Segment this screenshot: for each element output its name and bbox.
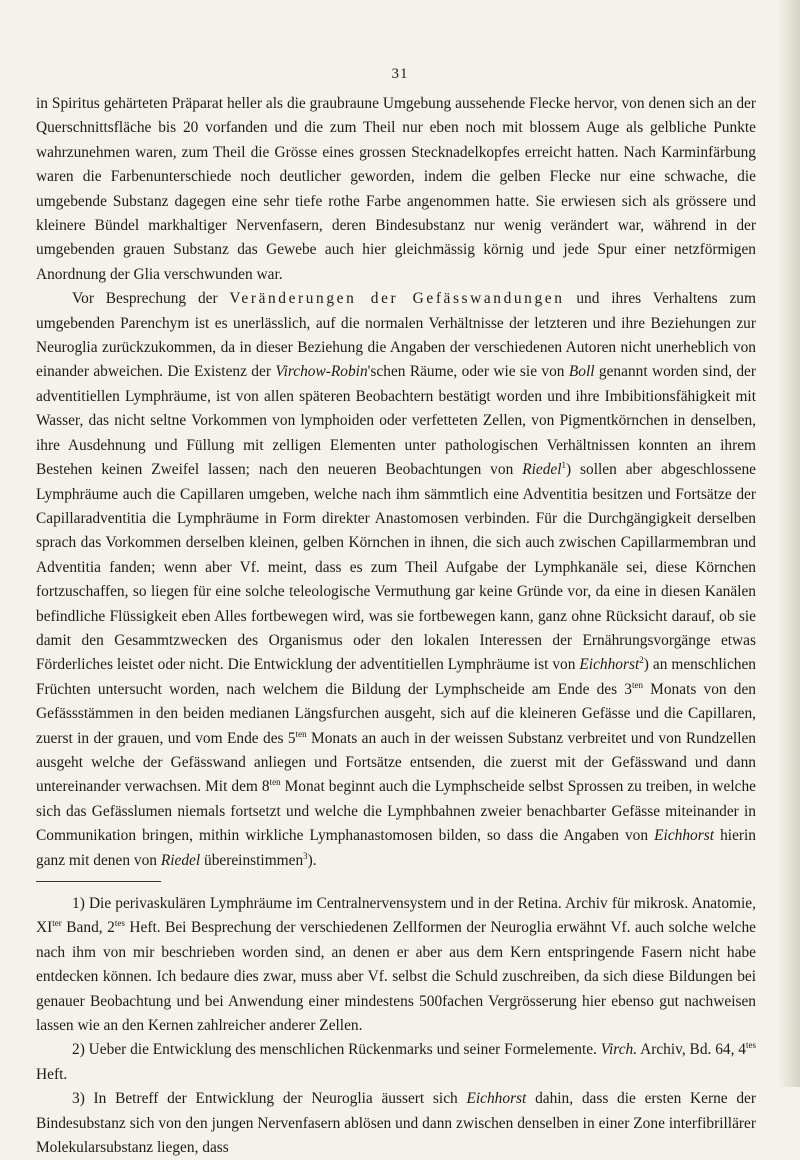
ordinal-suffix: ten [295, 728, 307, 739]
text-segment: und ihres Verhaltens zum umgebenden Parenchym ist es unerlässlich, auf die normalen Verhältnisse der letzteren und ihre Beziehungen zur Neuroglia zurückzukommen, da in dieser Beziehung die Angaben der verschiedenen Autoren nicht unerheblich von einander abweichen. Die Existenz der [36, 290, 756, 381]
author-name: Riedel [522, 461, 562, 479]
footnote-text: Heft. Bei Besprechung der verschiedenen Zellformen der Neuroglia erwähnt Vf. auch solche welche nach ihm von mir beschrieben worden sind, an denen er aber aus dem Kern entspringende Fasern nicht habe entdecken können. Ich bedaure dies zwar, muss aber Vf. selbst die Schuld zuschreiben, da sich diese Bildungen bei genauer Beobachtung und bei Anwendung einer mindestens 500fachen Vergrösserung hier ebenso gut nachweisen lassen wie an den Kernen zahlreicher anderer Zellen. [36, 919, 757, 1035]
text-segment: Monats von den Gefässstämmen in den beiden medianen Längsfurchen ausgeht, sich auf die kleineren Gefässe und die Capillaren, zuerst in der grauen, und vom Ende des 5 [36, 680, 756, 747]
footnote-2 [36, 1038, 756, 1087]
text-segment: ) an menschlichen Früchten untersucht worden, nach welchem die Bildung der Lymphscheide am Ende des 3 [36, 656, 756, 698]
footnote-text: Heft. [36, 1065, 68, 1083]
footnote-ref: 2 [639, 655, 644, 666]
journal-abbrev: Virch. [600, 1041, 638, 1059]
author-name: Eichhorst [579, 656, 640, 674]
text-segment: 'schen Räume, oder wie sie von [367, 363, 565, 381]
ordinal-suffix: ter [52, 918, 62, 929]
text-segment: übereinstimmen [204, 851, 304, 869]
footnote-text: 1) Die perivaskulären Lymphräume im Centralnervensystem und in der Retina. Archiv für mikrosk. Anatomie, XI [36, 895, 756, 937]
ordinal-suffix: tes [114, 918, 125, 929]
text-segment: Monats an auch in der weissen Substanz verbreitet und von Rundzellen ausgeht welche der Gefässwand anliegen und Fortsätze entsenden, die zuerst mit der Gefässwand und dann untereinander verwachsen. Mit dem 8 [36, 729, 756, 796]
footnote-divider [36, 881, 161, 882]
ordinal-suffix: ten [631, 679, 643, 690]
author-name: Eichhorst [654, 827, 715, 845]
author-name: Boll [568, 363, 595, 381]
footnote-text: 3) In Betreff der Entwicklung der Neuroglia äussert sich [72, 1090, 458, 1108]
ordinal-suffix: ten [269, 777, 281, 788]
text-segment: hierin ganz mit denen von [36, 827, 756, 869]
paragraph-1: in Spiritus gehärteten Präparat heller als die graubraune Umgebung aussehende Flecke hervor, von denen sich an der Querschnittsfläche bis 20 vorfanden und die zum Theil nur eben noch mit blossem Auge als gelbliche Punkte wahrzunehmen waren, zum Theil die Grösse eines grossen Stecknadelkopfes erreicht hatten. Nach Karminfärbung waren die Farbenunterschiede noch deutlicher geworden, indem die gelben Flecke nur eine schwache, die umgebende Substanz dagegen eine sehr tiefe rothe Farbe angenommen hatte. Sie erwiesen sich als grössere und kleinere Bündel markhaltiger Nervenfasern, deren Bindesubstanz nur wenig verändert war, während in der umgebenden grauen Substanz das Gewebe auch hier gleichmässig körnig und jede Spur einer netzförmigen Anordnung der Glia verschwunden war. [36, 95, 756, 283]
footnote-ref: 3 [303, 850, 308, 861]
spaced-emphasis: Veränderungen der Gefässwandungen [229, 290, 565, 308]
footnote-text: Archiv, Bd. 64, 4 [640, 1041, 746, 1059]
author-name: Riedel [160, 851, 201, 869]
text-segment: ) sollen aber abgeschlossene Lymphräume auch die Capillaren umgeben, welche nach ihm sämmtlich eine Adventitia besitzen und Fortsätze der Capillaradventitia die Lymphräume in Form direkter Anastomosen verbinden. Für die Durchgängigkeit derselben sprach das Vorkommen derselben kleinen, gelben Körnchen in ihnen, die sich auch zwischen Capillarmembran und Adventitia fanden; wenn aber Vf. meint, dass es zum Theil Aufgabe der Lymphkanäle sei, diese Körnchen fortzuschaffen, so liegen für eine solche teleologische Vermuthung gar keine Gründe vor, da eine in diesen Kanälen befindliche Flüssigkeit eben Alles fortbewegen wird, was sie fortbewegen kann, ganz ohne Rücksicht darauf, ob sie damit den Gesammtzwecken des Organismus oder den lokalen Interessen der Ernährungsvorgänge etwas Förderliches leistet oder nicht. Die Entwicklung der adventitiellen Lymphräume ist von [36, 461, 756, 674]
author-name: Virchow-Robin [275, 363, 368, 381]
text-segment: genannt worden sind, der adventitiellen Lymphräume, ist von allen späteren Beobachtern bestätigt worden und ihre Imbibitionsfähigkeit mit Wasser, das nicht seltne Vorkommen von lymphoiden oder verfetteten Zellen, von Pigmentkörnchen in denselben, ihre Ausdehnung und Füllung mit zelligen Elementen unter pathologischen Verhältnissen konnten an ihrem Bestehen keinen Zweifel lassen; nach den neueren Beobachtungen von [36, 363, 757, 479]
page-number: 31 [391, 66, 409, 82]
footnote-3 [36, 1087, 756, 1160]
author-name: Eichhorst [466, 1090, 527, 1108]
paragraph-2 [36, 287, 756, 873]
page-body [36, 92, 756, 1160]
text-segment: Monat beginnt auch die Lymphscheide selbst Sprossen zu treiben, in welche sich das Gefässlumen niemals fortsetzt und welche die Lymphbahnen zweier benachbarter Gefässe miteinander in Communikation bringen, mithin wirkliche Lymphanastomosen bilden, so dass die Angaben von [36, 778, 756, 845]
footnote-text: Band, 2 [61, 919, 115, 937]
ordinal-suffix: tes [746, 1040, 756, 1051]
footnote-text: dahin, dass die ersten Kerne der Bindesubstanz sich von den jungen Nervenfasern ablösen und dann zwischen denselben in einer Zone interfibrillärer Molekularsubstanz liegen, dass [36, 1090, 757, 1157]
text-segment: ). [307, 851, 317, 869]
footnote-ref: 1 [561, 459, 567, 470]
footnote-1 [36, 892, 756, 1038]
text-segment: Vor Besprechung der [72, 290, 218, 308]
footnote-text: 2) Ueber die Entwicklung des menschlichen Rückenmarks und seiner Formelemente. [72, 1041, 597, 1059]
page-edge-shadow [778, 0, 800, 1087]
